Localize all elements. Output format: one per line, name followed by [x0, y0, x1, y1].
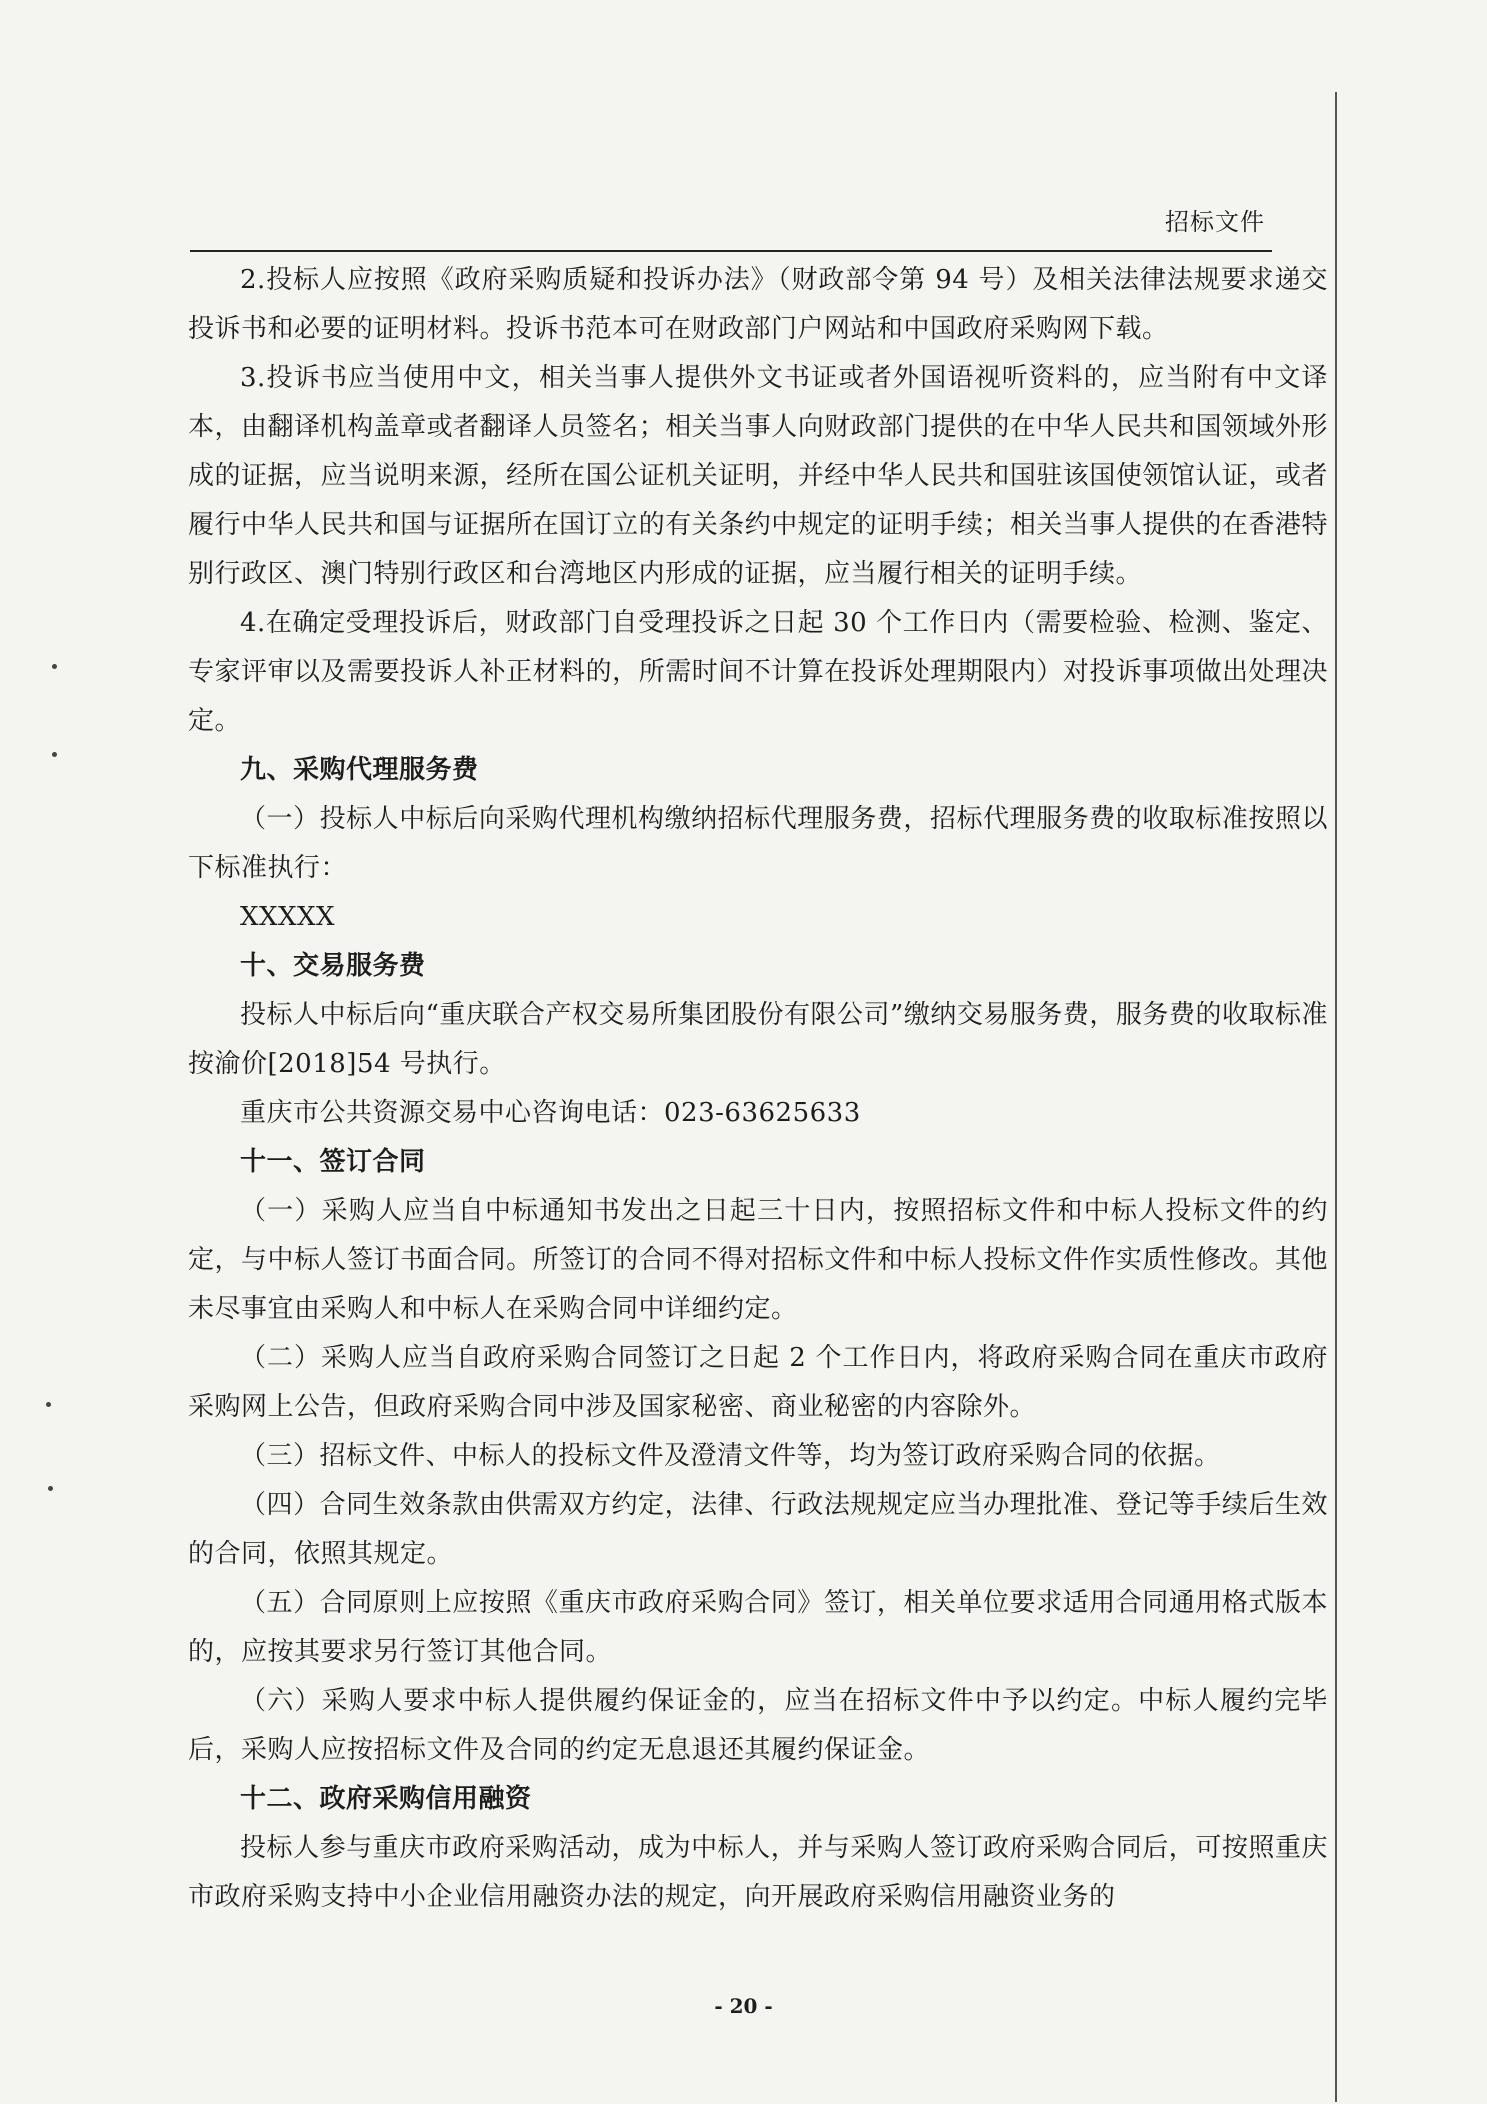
paragraph-contract-3: （三）招标文件、中标人的投标文件及澄清文件等，均为签订政府采购合同的依据。	[240, 1441, 1221, 1471]
paragraph-consult-phone: 重庆市公共资源交易中心咨询电话：023-63625633	[240, 1098, 861, 1128]
scan-margin-line	[1335, 92, 1337, 2102]
paragraph-agency-fee-standard: XXXXX	[240, 902, 336, 932]
paragraph-complaint-3: 3.投诉书应当使用中文，相关当事人提供外文书证或者外国语视听资料的，应当附有中文译本，由翻译机构盖章或者翻译人员签名；相关当事人向财政部门提供的在中华人民共和国领域外形成的证据，应当说明来源，经所在国公证机关证明，并经中华人民共和国驻该国使领馆认证，或者履行中华人民共和国与证据所在国订立的有关条约中规定的证明手续；相关当事人提供的在香港特别行政区、澳门特别行政区和台湾地区内形成的证据，应当履行相关的证明手续。	[188, 363, 1328, 589]
scan-speck	[46, 1402, 51, 1407]
paragraph-contract-4: （四）合同生效条款由供需双方约定，法律、行政法规规定应当办理批准、登记等手续后生效的合同，依照其规定。	[188, 1490, 1328, 1569]
document-header-title: 招标文件	[1165, 208, 1265, 236]
paragraph-contract-5: （五）合同原则上应按照《重庆市政府采购合同》签订，相关单位要求适用合同通用格式版本的，应按其要求另行签订其他合同。	[188, 1588, 1328, 1667]
paragraph-contract-6: （六）采购人要求中标人提供履约保证金的，应当在招标文件中予以约定。中标人履约完毕后，采购人应按招标文件及合同的约定无息退还其履约保证金。	[188, 1686, 1328, 1765]
paragraph-contract-2: （二）采购人应当自政府采购合同签订之日起 2 个工作日内，将政府采购合同在重庆市政府采购网上公告，但政府采购合同中涉及国家秘密、商业秘密的内容除外。	[188, 1343, 1328, 1422]
paragraph-complaint-2: 2.投标人应按照《政府采购质疑和投诉办法》（财政部令第 94 号）及相关法律法规要求递交投诉书和必要的证明材料。投诉书范本可在财政部门户网站和中国政府采购网下载。	[188, 265, 1328, 344]
section-heading-sign-contract: 十一、签订合同	[240, 1147, 426, 1177]
section-heading-credit-financing: 十二、政府采购信用融资	[240, 1784, 532, 1814]
scan-speck	[52, 664, 57, 669]
header-rule	[190, 250, 1272, 252]
page-number: - 20 -	[714, 1994, 773, 2018]
paragraph-agency-fee: （一）投标人中标后向采购代理机构缴纳招标代理服务费，招标代理服务费的收取标准按照以下标准执行：	[188, 804, 1328, 883]
paragraph-contract-1: （一）采购人应当自中标通知书发出之日起三十日内，按照招标文件和中标人投标文件的约定，与中标人签订书面合同。所签订的合同不得对招标文件和中标人投标文件作实质性修改。其他未尽事宜由采购人和中标人在采购合同中详细约定。	[188, 1196, 1328, 1324]
scan-speck	[48, 1486, 53, 1491]
scan-speck	[52, 752, 57, 757]
section-heading-agency-fee: 九、采购代理服务费	[240, 755, 479, 785]
document-body	[188, 256, 1328, 1922]
section-heading-transaction-fee: 十、交易服务费	[240, 951, 426, 981]
paragraph-credit-financing: 投标人参与重庆市政府采购活动，成为中标人，并与采购人签订政府采购合同后，可按照重庆市政府采购支持中小企业信用融资办法的规定，向开展政府采购信用融资业务的	[188, 1833, 1328, 1912]
paragraph-complaint-4: 4.在确定受理投诉后，财政部门自受理投诉之日起 30 个工作日内（需要检验、检测、鉴定、专家评审以及需要投诉人补正材料的，所需时间不计算在投诉处理期限内）对投诉事项做出处理决定。	[188, 608, 1328, 736]
paragraph-transaction-fee: 投标人中标后向“重庆联合产权交易所集团股份有限公司”缴纳交易服务费，服务费的收取标准按渝价[2018]54 号执行。	[188, 1000, 1328, 1079]
